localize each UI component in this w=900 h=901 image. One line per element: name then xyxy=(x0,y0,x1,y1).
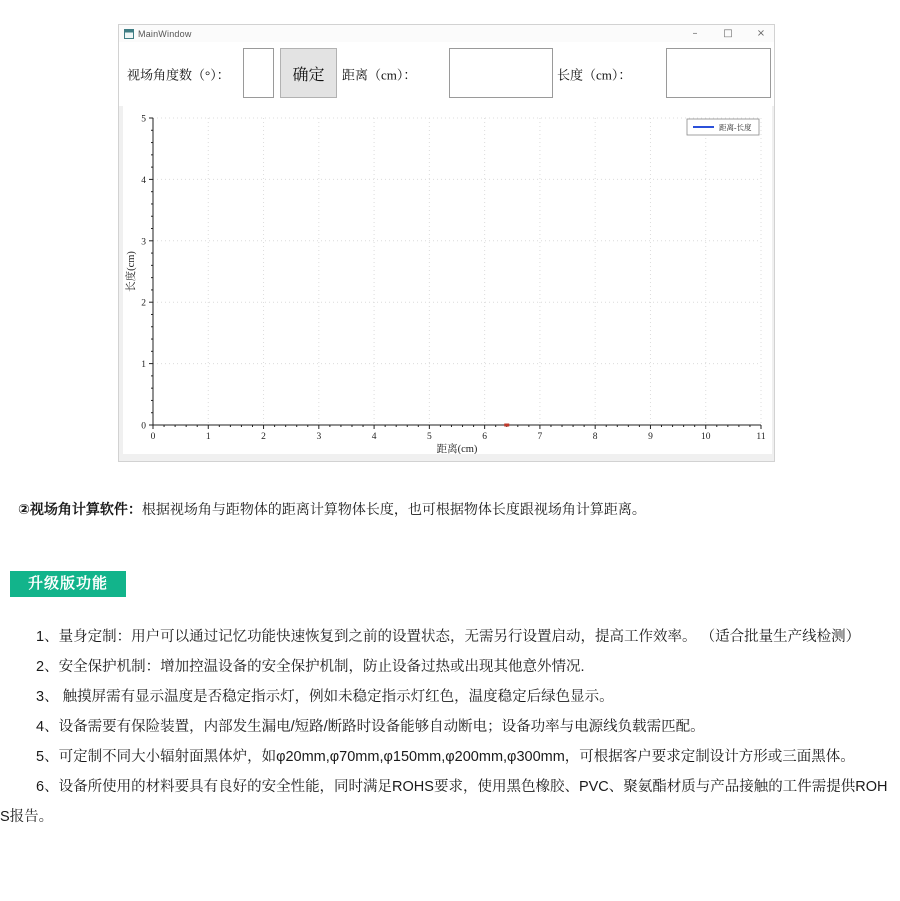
svg-text:11: 11 xyxy=(756,432,766,442)
confirm-button[interactable]: 确定 xyxy=(280,48,337,98)
feature-item-2: 2、安全保护机制：增加控温设备的安全保护机制，防止设备过热或出现其他意外情况. xyxy=(36,659,585,675)
app-icon xyxy=(124,29,134,39)
window-title: MainWindow xyxy=(138,28,192,39)
svg-text:3: 3 xyxy=(141,237,146,248)
svg-text:1: 1 xyxy=(141,360,146,371)
close-button[interactable]: × xyxy=(756,28,766,39)
feature-list xyxy=(0,622,889,832)
distance-label: 距离（cm）： xyxy=(342,67,417,83)
svg-text:10: 10 xyxy=(700,432,711,442)
svg-text:0: 0 xyxy=(150,432,156,442)
feature-item-4: 4、设备需要有保险装置，内部发生漏电/短路/断路时设备能够自动断电；设备功率与电源线负载需匹配。 xyxy=(36,719,705,735)
svg-text:4: 4 xyxy=(141,175,146,186)
svg-text:4: 4 xyxy=(371,432,377,442)
upgrade-badge: 升级版功能 xyxy=(10,571,126,597)
fov-length-chart xyxy=(123,106,772,454)
svg-text:9: 9 xyxy=(648,432,653,442)
input-form xyxy=(119,42,774,106)
length-label: 长度（cm）： xyxy=(557,67,632,83)
feature-item-1: 1、量身定制：用户可以通过记忆功能快速恢复到之前的设置状态，无需另行设置启动，提高工作效率。 （适合批量生产线检测） xyxy=(36,629,861,645)
minimize-button[interactable]: – xyxy=(692,28,698,39)
software-description-text: 根据视场角与距物体的距离计算物体长度，也可根据物体长度跟视场角计算距离。 xyxy=(141,501,646,517)
software-description xyxy=(18,498,890,520)
main-window xyxy=(118,24,775,462)
svg-text:8: 8 xyxy=(592,432,598,442)
fov-label: 视场角度数（°）： xyxy=(127,67,230,83)
titlebar xyxy=(119,25,774,42)
maximize-button[interactable]: □ xyxy=(723,28,733,39)
software-description-title: ②视场角计算软件： xyxy=(18,501,142,517)
svg-text:距离-长度: 距离-长度 xyxy=(719,123,752,132)
distance-input[interactable] xyxy=(449,48,553,98)
svg-text:5: 5 xyxy=(426,432,432,442)
window-controls xyxy=(688,25,768,42)
svg-text:7: 7 xyxy=(537,432,543,442)
svg-text:5: 5 xyxy=(141,114,146,125)
svg-text:距离(cm): 距离(cm) xyxy=(436,444,478,454)
feature-item-6: 6、设备所使用的材料要具有良好的安全性能，同时满足ROHS要求，使用黑色橡胶、PVC、聚氨酯材质与产品接触的工件需提供ROHS报告。 xyxy=(0,779,888,825)
fov-input[interactable] xyxy=(243,48,274,98)
svg-text:3: 3 xyxy=(316,432,322,442)
length-input[interactable] xyxy=(666,48,771,98)
feature-item-5: 5、可定制不同大小辐射面黑体炉，如φ20mm,φ70mm,φ150mm,φ200mm,φ300mm，可根据客户要求定制设计方形或三面黑体。 xyxy=(36,749,855,765)
svg-text:6: 6 xyxy=(482,432,488,442)
svg-text:2: 2 xyxy=(141,298,146,309)
svg-text:1: 1 xyxy=(205,432,211,442)
feature-item-3: 3、 触摸屏需有显示温度是否稳定指示灯，例如未稳定指示灯红色，温度稳定后绿色显示。 xyxy=(36,689,614,705)
svg-text:长度(cm): 长度(cm) xyxy=(126,251,137,292)
svg-text:2: 2 xyxy=(261,432,266,442)
svg-text:0: 0 xyxy=(141,421,146,432)
